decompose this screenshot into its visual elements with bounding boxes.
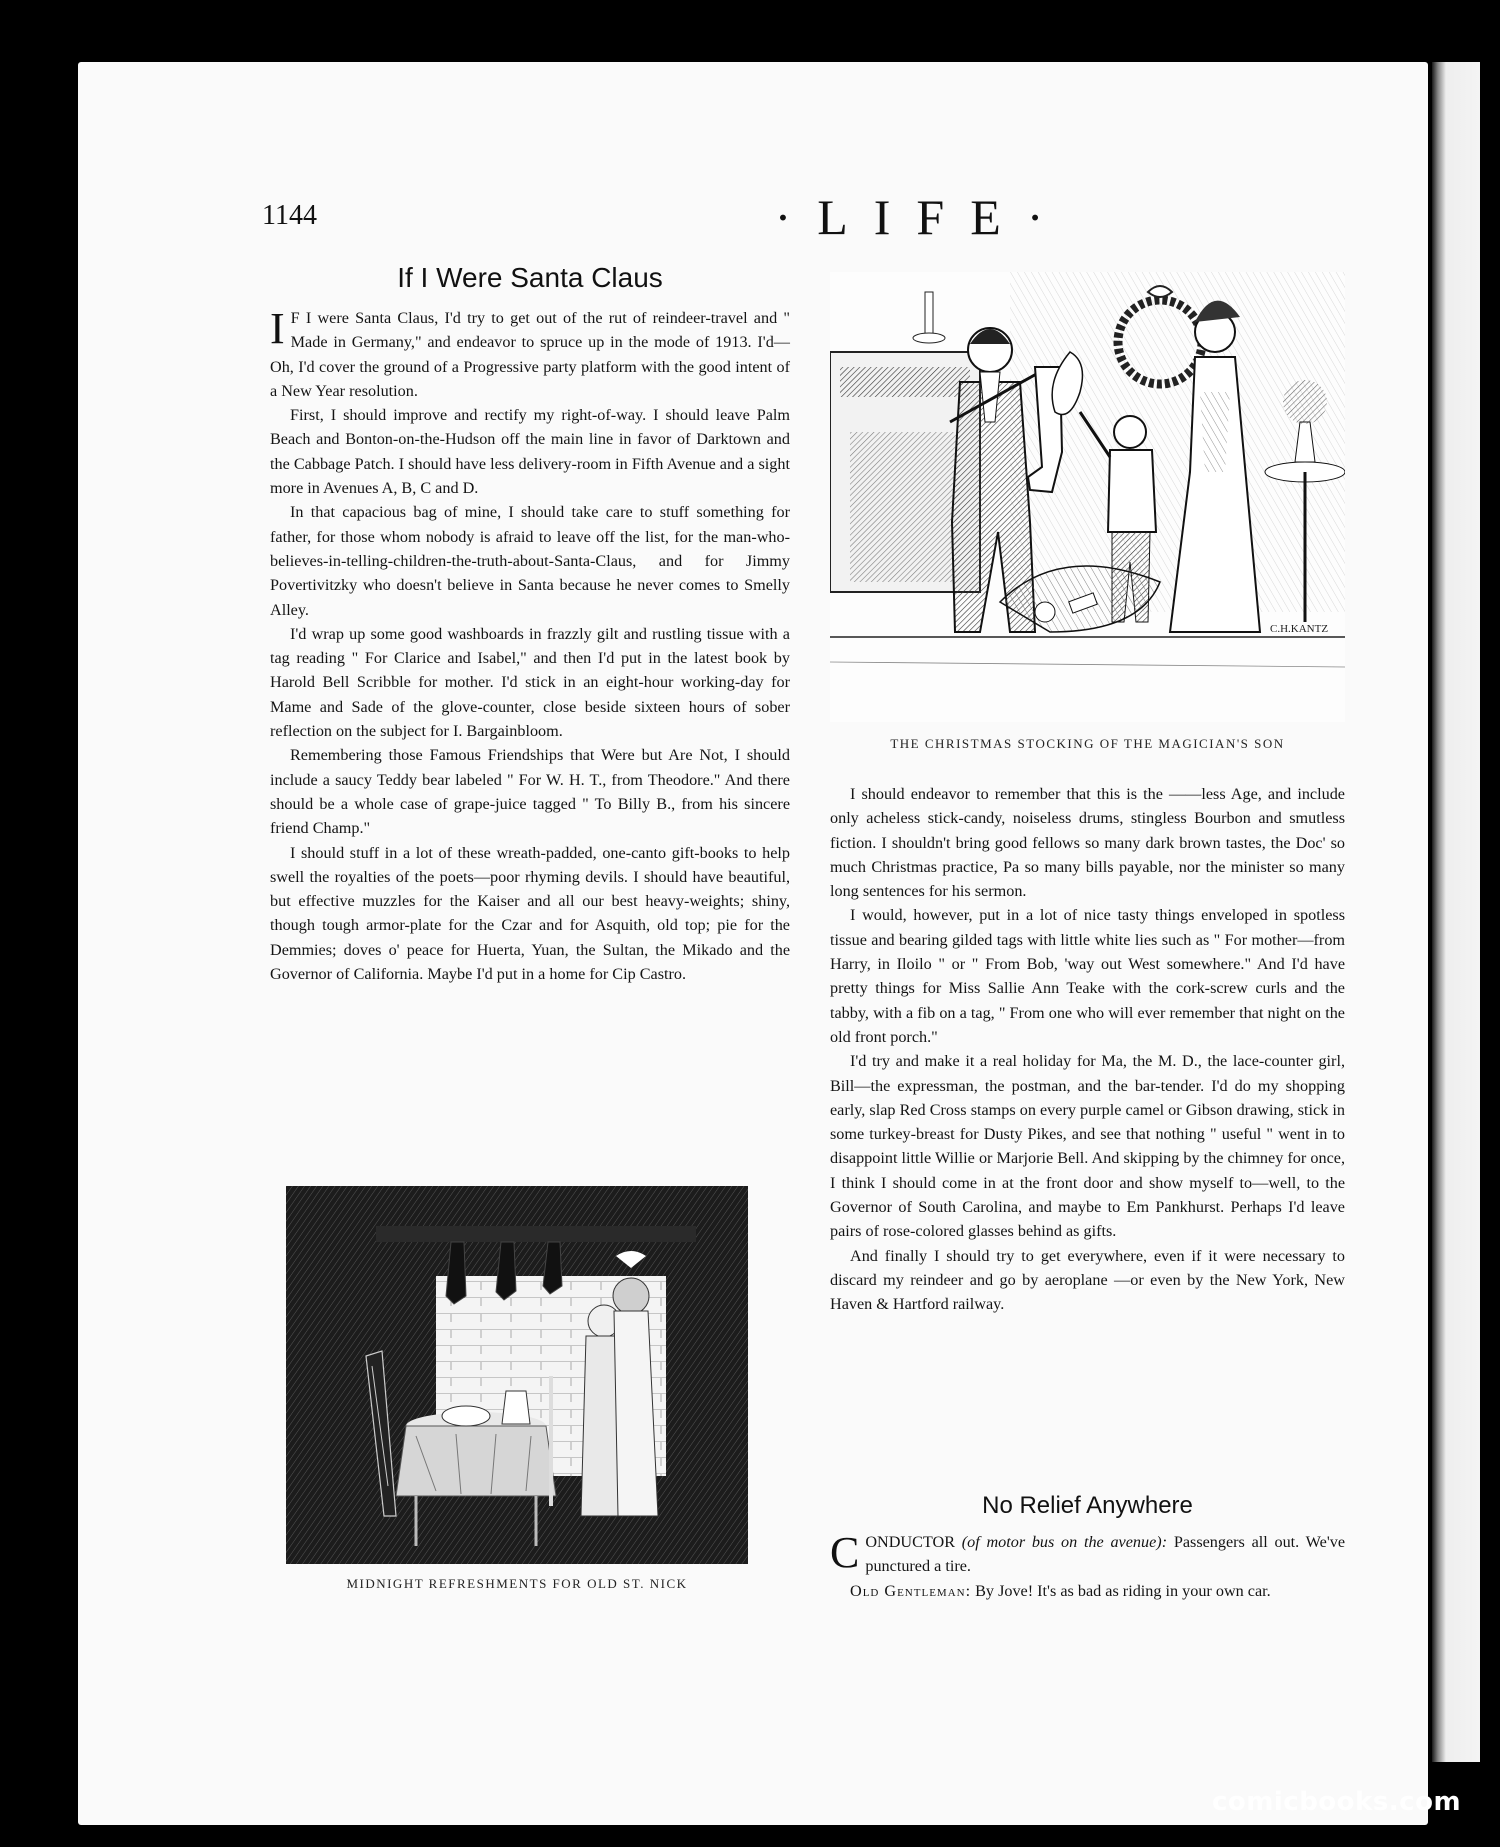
article-column-right xyxy=(830,782,1345,1317)
article-column-left xyxy=(270,262,790,986)
article-paragraph: I'd try and make it a real holiday for Ma, the M. D., the lace-counter girl, Bill—the expressman, the postman, and the bar-tender. I'd do my shopping early, slap Red Cross stamps on every purple camel or Gibson drawing, stick in some turkey-breast for Dusty Pikes, and see that nothing " useful " went in to disappoint little Willie or Marjorie Bell. And skipping by the chimney for once, I think I should come in at the front door and show myself to—well, to the Governor of South Carolina, and maybe to Em Pankhurst. Perhaps I'd leave pairs of rose-colored glasses behind as gifts. xyxy=(830,1052,1345,1241)
article-title: If I Were Santa Claus xyxy=(397,262,663,293)
article-paragraph: I should stuff in a lot of these wreath-padded, one-canto gift-books to help swell the royalties of the poets—poor rhyming devils. I should have beautiful, but effective muzzles for the Kaiser and all our best heavy-weights; shiny, though tough armor-plate for the Czar and for Asquith, old top; pie for the Demmies; doves o' peace for Huerta, Yuan, the Sultan, the Mikado and the Governor of California. Maybe I'd put in a home for Cip Castro. xyxy=(270,843,790,984)
drop-cap: I xyxy=(270,304,285,353)
article-paragraph: Remembering those Famous Friendships that Were but Are Not, I should include a saucy Teddy bear labeled " For W. H. T., from Theodore." And there should be a whole case of grape-juice tagged " To Billy B., from his sincere friend Champ." xyxy=(270,746,790,838)
article-paragraph: I should endeavor to remember that this is the ——less Age, and include only acheless stick-candy, noiseless drums, stingless Bourbon and smutless fiction. I shouldn't bring good fellows so many dark brown tastes, the Doc' so much Christmas practice, Pa so many bills payable, nor the minister so many long sentences for his sermon. xyxy=(830,785,1345,901)
midnight-refreshments-illustration xyxy=(286,1186,748,1564)
watermark: comicbooks.com xyxy=(1212,1787,1462,1817)
article-paragraph: First, I should improve and rectify my right-of-way. I should leave Palm Beach and Bonton-on-the-Hudson off the main line in favor of Darktown and the Cabbage Patch. I should have less delivery-room in Fifth Avenue and a sight more in Avenues A, B, C and D. xyxy=(270,406,790,498)
article-paragraph: I would, however, put in a lot of nice tasty things enveloped in spotless tissue and bearing gilded tags with little white lies such as " For mother—from Harry, in Iloilo " or " From Bob, 'way out West somewhere." And I'd have pretty things for Miss Sallie Ann Teake with the cork-screw curls and the tabby, with a fib on a tag, " From one who will ever remember that night on the old front porch." xyxy=(830,906,1345,1046)
article-paragraph: I'd wrap up some good washboards in frazzly gilt and rustling tissue with a tag reading " For Clarice and Isabel," and then I'd put in the latest book by Harold Bell Scribble for mother. I'd stick in an eight-hour working-day for Mame and Sade of the glove-counter, close beside sixteen hours of sober reflection on the subject for I. Bargainbloom. xyxy=(270,624,790,741)
speaker-conductor: ONDUCTOR xyxy=(865,1533,955,1551)
paragraph-text: F I were Santa Claus, I'd try to get out of the rut of reindeer-travel and " Made in Germany," and endeavor to spruce up in the mode of 1913. I'd—Oh, I'd cover the ground of a Progressive party platform with the good intent of a New Year resolution. xyxy=(270,309,790,400)
relief-line-gentleman xyxy=(830,1579,1345,1603)
adjacent-page-edge xyxy=(1432,62,1480,1762)
magician-stocking-drawing xyxy=(830,272,1345,722)
speaker-old-gentleman: Old Gentleman: xyxy=(850,1581,972,1600)
drop-cap: C xyxy=(830,1528,860,1577)
magician-stocking-illustration xyxy=(830,272,1345,722)
article-paragraph: In that capacious bag of mine, I should take care to stuff something for father, for those whom nobody is afraid to leave off the list, for the man-who-believes-in-telling-children-the-truth-about-Santa-Claus, and for Jimmy Povertivitzky who doesn't believe in Santa because he never comes to Smelly Alley. xyxy=(270,503,790,619)
page-header xyxy=(262,188,1272,248)
conductor-line: Passengers all out. We've punctured a tire. xyxy=(865,1533,1346,1576)
relief-line-conductor xyxy=(830,1530,1345,1579)
illustration-signature: C.H.KANTZ xyxy=(1270,623,1329,635)
page-number: 1144 xyxy=(262,200,317,231)
midnight-refreshments-drawing xyxy=(286,1186,748,1564)
bottom-illustration-caption: MIDNIGHT REFRESHMENTS FOR OLD ST. NICK xyxy=(346,1576,688,1591)
top-illustration-caption: THE CHRISTMAS STOCKING OF THE MAGICIAN'S SON xyxy=(890,736,1285,751)
article-paragraph: And finally I should try to get everywhere, even if it were necessary to discard my reindeer and go by aeroplane —or even by the New York, New Haven & Hartford railway. xyxy=(830,1246,1345,1314)
relief-title: No Relief Anywhere xyxy=(982,1492,1193,1519)
stage-direction: (of motor bus on the avenue): xyxy=(961,1533,1168,1551)
no-relief-section xyxy=(830,1492,1345,1603)
gentleman-line: By Jove! It's as bad as riding in your own car. xyxy=(975,1581,1271,1600)
article-paragraph xyxy=(270,306,790,403)
magazine-title: ·LIFE· xyxy=(774,189,1070,245)
